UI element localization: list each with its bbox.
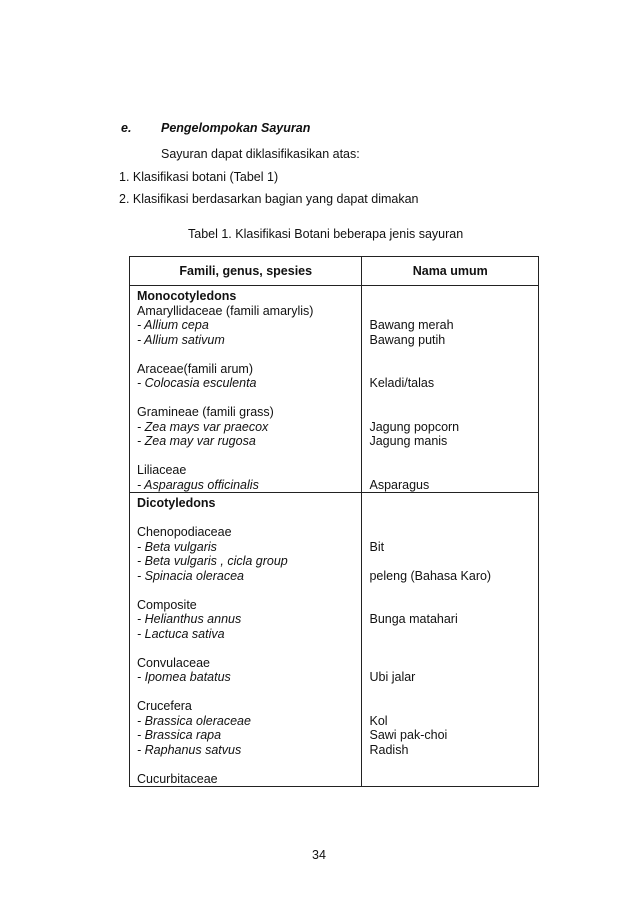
species-line: - Brassica rapa (137, 728, 222, 742)
species-line: - Helianthus annus (137, 612, 242, 626)
species-line: Cucurbitaceae (137, 771, 218, 786)
group-name: Monocotyledons (137, 289, 237, 303)
species-line: - Colocasia esculenta (137, 376, 257, 390)
species-line: - Zea may var rugosa (137, 434, 256, 448)
common-name (362, 656, 538, 671)
common-name (362, 525, 538, 540)
species-line: Crucefera (137, 699, 192, 713)
species-line: - Beta vulgaris (137, 539, 217, 554)
common-name: Jagung manis (369, 434, 448, 448)
species-cell (130, 493, 362, 787)
species-line: - Beta vulgaris , cicla group (137, 554, 288, 568)
common-name (362, 772, 538, 787)
common-name: Ubi jalar (369, 670, 416, 684)
table-row (130, 493, 539, 787)
common-name (362, 511, 538, 526)
column-header: Nama umum (362, 257, 539, 286)
species-line: - Raphanus satvus (137, 742, 242, 757)
species-line: - Lactuca sativa (137, 626, 225, 641)
common-name (362, 757, 538, 772)
species-line: Araceae(famili arum) (137, 361, 254, 376)
common-name (362, 641, 538, 656)
table-caption: Tabel 1. Klasifikasi Botani beberapa jenis sayuran (188, 227, 464, 241)
species-line: - Zea mays var praecox (137, 419, 269, 434)
common-name: peleng (Bahasa Karo) (369, 568, 492, 583)
section-title: Pengelompokan Sayuran (161, 121, 311, 135)
species-line: Chenopodiaceae (137, 525, 232, 539)
spacer (362, 496, 538, 511)
page-number: 34 (312, 848, 326, 862)
common-name (362, 554, 538, 569)
column-header: Famili, genus, spesies (130, 257, 362, 286)
common-name: Keladi/talas (369, 376, 435, 390)
species-line: Liliaceae (137, 463, 187, 477)
common-name: Kol (369, 713, 388, 728)
species-line: - Allium cepa (137, 318, 209, 332)
species-line (130, 391, 361, 406)
common-name: Sawi pak-choi (369, 728, 448, 742)
species-line (130, 583, 361, 598)
species-line: Gramineae (famili grass) (137, 405, 274, 419)
common-name (362, 699, 538, 714)
common-name: Jagung popcorn (369, 419, 460, 434)
common-name: Bunga matahari (369, 612, 458, 626)
species-line: - Allium sativum (137, 332, 225, 347)
species-line: Amaryllidaceae (famili amarylis) (137, 303, 314, 318)
common-name: Bit (369, 539, 385, 554)
species-line: - Spinacia oleracea (137, 568, 245, 583)
common-name (362, 391, 538, 406)
species-line: - Asparagus officinalis (137, 477, 259, 492)
group-name: Dicotyledons (137, 496, 216, 510)
list-item: 1. Klasifikasi botani (Tabel 1) (119, 170, 279, 184)
common-name-cell (362, 286, 539, 493)
table-header-row (130, 257, 539, 286)
species-line (130, 641, 361, 656)
common-name (362, 583, 538, 598)
common-name: Bawang putih (369, 332, 446, 347)
classification-table (129, 256, 539, 787)
section-letter: e. (121, 121, 132, 135)
spacer (362, 289, 538, 304)
common-name (362, 304, 538, 319)
species-line (130, 757, 361, 772)
common-name (362, 463, 538, 478)
common-name (362, 449, 538, 464)
species-line (130, 449, 361, 464)
species-line: Convulaceae (137, 655, 210, 670)
common-name (362, 347, 538, 362)
species-cell (130, 286, 362, 493)
species-line: - Brassica oleraceae (137, 713, 251, 728)
common-name (362, 362, 538, 377)
common-name (362, 627, 538, 642)
table-row (130, 286, 539, 493)
list-item: 2. Klasifikasi berdasarkan bagian yang dapat dimakan (119, 192, 419, 206)
species-line: Composite (137, 597, 197, 612)
common-name: Asparagus (369, 477, 430, 492)
common-name (362, 598, 538, 613)
species-line (130, 511, 361, 526)
common-name: Radish (369, 742, 409, 757)
intro-text: Sayuran dapat diklasifikasikan atas: (161, 147, 360, 161)
species-line: - Ipomea batatus (137, 670, 231, 684)
common-name-cell (362, 493, 539, 787)
species-line (130, 347, 361, 362)
common-name: Bawang merah (369, 318, 454, 332)
common-name (362, 685, 538, 700)
common-name (362, 405, 538, 420)
species-line (130, 685, 361, 700)
